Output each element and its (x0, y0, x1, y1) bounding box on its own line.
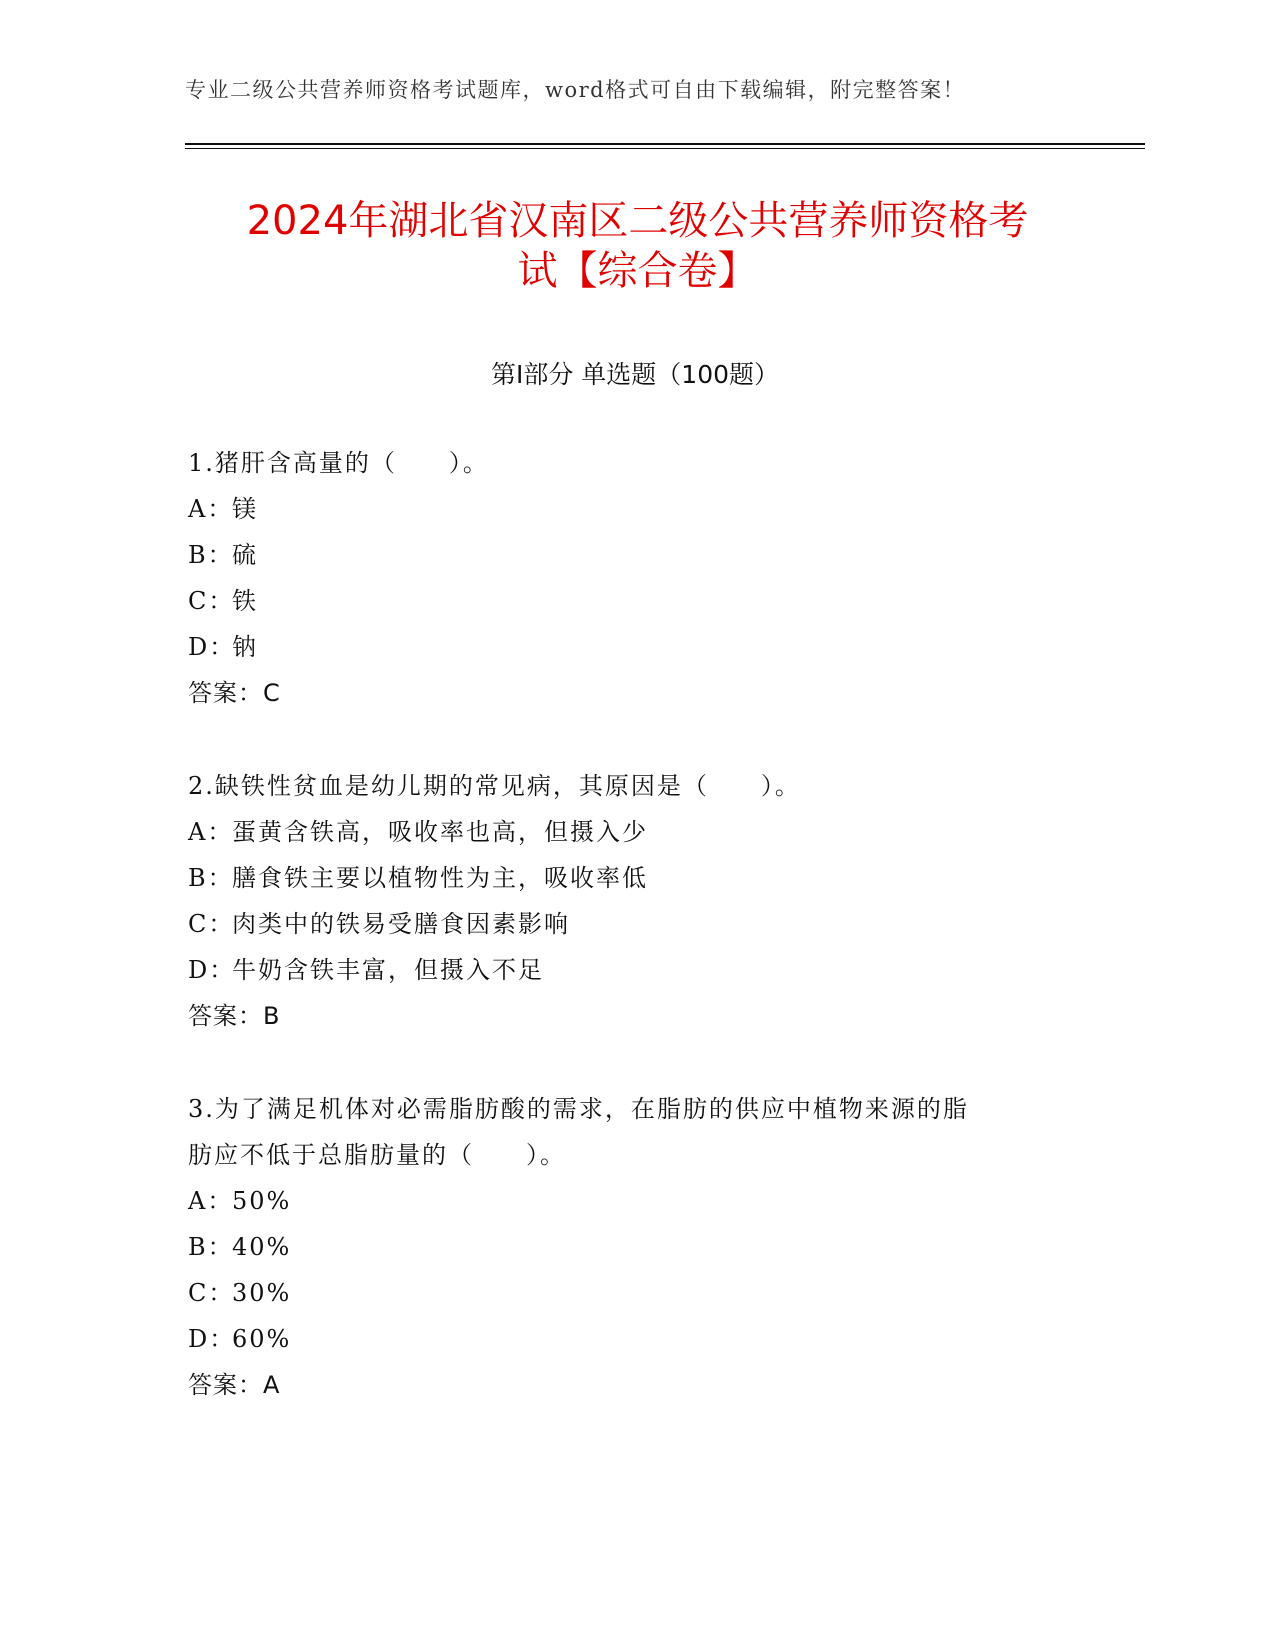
question-2 (188, 763, 1088, 1039)
answer-line: 答案：A (188, 1371, 281, 1399)
question-stem-line2: 肪应不低于总脂肪量的（ ）。 (188, 1141, 566, 1169)
option-text: 牛奶含铁丰富，但摄入不足 (232, 956, 544, 984)
option-letter: D： (188, 956, 236, 984)
answer-line: 答案：B (188, 1002, 281, 1030)
option-c (188, 1270, 1088, 1316)
page-header: 专业二级公共营养师资格考试题库，word格式可自由下载编辑，附完整答案！ (185, 78, 966, 102)
option-text: 50% (232, 1187, 292, 1215)
option-text: 钠 (232, 633, 258, 661)
option-letter: A： (188, 495, 234, 523)
option-text: 镁 (232, 495, 258, 523)
header-divider (185, 143, 1145, 145)
question-3 (188, 1086, 1088, 1408)
option-letter: A： (188, 1187, 234, 1215)
option-text: 肉类中的铁易受膳食因素影响 (232, 910, 570, 938)
question-stem-line1: 3.为了满足机体对必需脂肪酸的需求，在脂肪的供应中植物来源的脂 (188, 1095, 969, 1123)
question-1 (188, 440, 1088, 716)
question-list (188, 440, 1088, 1455)
document-title-line1: 2024年湖北省汉南区二级公共营养师资格考 (246, 198, 1029, 244)
option-text: 硫 (232, 541, 258, 569)
option-letter: C： (188, 910, 235, 938)
option-d (188, 624, 1088, 670)
option-letter: C： (188, 587, 235, 615)
section-title: 第Ⅰ部分 单选题（100题） (490, 360, 780, 389)
option-letter: D： (188, 633, 236, 661)
option-a (188, 486, 1088, 532)
option-text: 30% (232, 1279, 292, 1307)
option-letter: A： (188, 818, 234, 846)
option-c (188, 901, 1088, 947)
option-text: 铁 (232, 587, 258, 615)
option-letter: B： (188, 1233, 234, 1261)
option-letter: B： (188, 864, 234, 892)
document-title-line2: 试【综合卷】 (517, 248, 758, 294)
option-text: 蛋黄含铁高，吸收率也高，但摄入少 (232, 818, 648, 846)
question-stem: 1.猪肝含高量的（ ）。 (188, 449, 489, 477)
option-text: 膳食铁主要以植物性为主，吸收率低 (232, 864, 648, 892)
option-a (188, 1178, 1088, 1224)
question-stem: 2.缺铁性贫血是幼儿期的常见病，其原因是（ ）。 (188, 772, 801, 800)
header-divider-thin (185, 148, 1145, 149)
option-letter: D： (188, 1325, 236, 1353)
option-letter: C： (188, 1279, 235, 1307)
option-b (188, 1224, 1088, 1270)
option-c (188, 578, 1088, 624)
option-text: 60% (232, 1325, 292, 1353)
option-text: 40% (232, 1233, 292, 1261)
option-a (188, 809, 1088, 855)
option-b (188, 532, 1088, 578)
answer-line: 答案：C (188, 679, 281, 707)
document-title (140, 196, 1135, 296)
option-b (188, 855, 1088, 901)
option-letter: B： (188, 541, 234, 569)
option-d (188, 1316, 1088, 1362)
option-d (188, 947, 1088, 993)
